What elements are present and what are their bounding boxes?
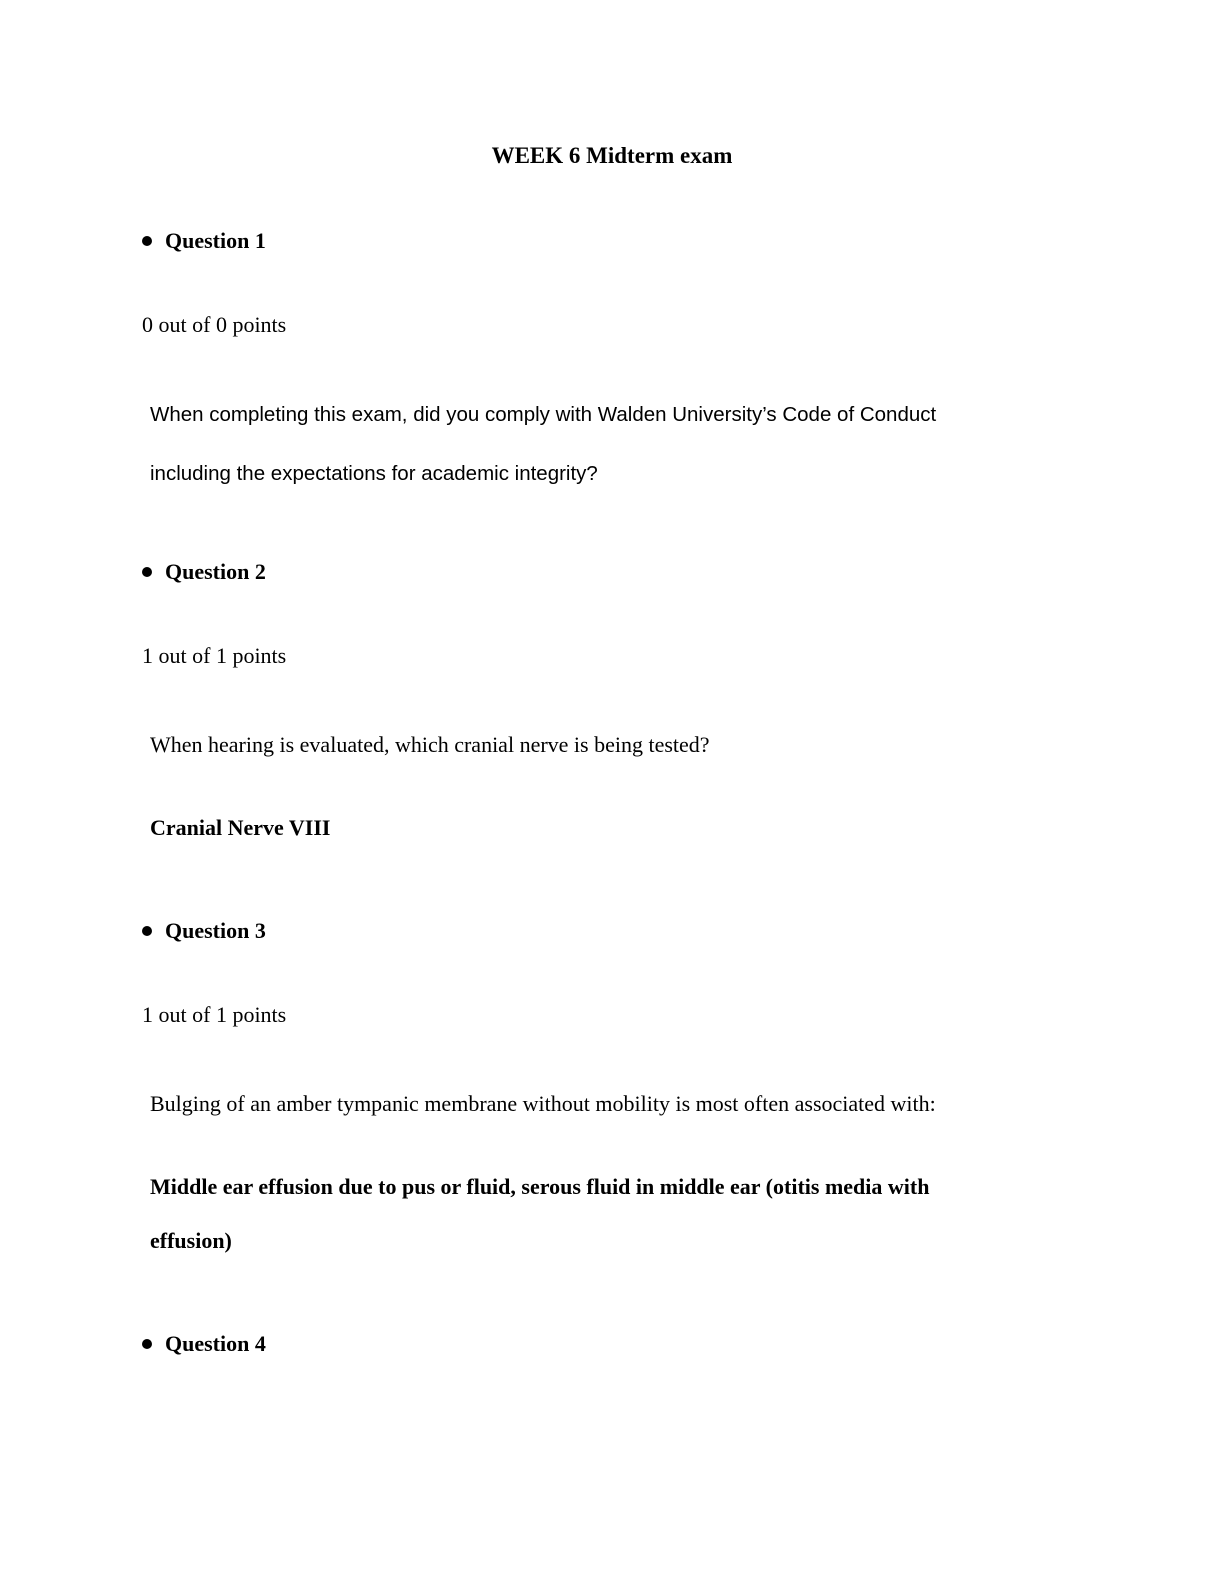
question-1-label: Question 1 <box>165 228 266 253</box>
question-1-heading <box>142 227 266 255</box>
question-1-prompt-line-1: When completing this exam, did you comply with Walden University’s Code of Conduct <box>150 403 937 426</box>
bullet-icon <box>142 567 152 577</box>
question-3-prompt: Bulging of an amber tympanic membrane without mobility is most often associated with: <box>150 1091 936 1116</box>
bullet-icon <box>142 1339 152 1349</box>
question-2-heading <box>142 558 266 586</box>
question-4-label: Question 4 <box>165 1331 266 1356</box>
question-3-answer-line-2: effusion) <box>150 1228 232 1253</box>
question-3-heading <box>142 917 266 945</box>
question-1-prompt-line-2: including the expectations for academic integrity? <box>150 462 598 485</box>
question-1-points: 0 out of 0 points <box>142 312 287 337</box>
question-2-answer: Cranial Nerve VIII <box>150 815 331 840</box>
bullet-icon <box>142 236 152 246</box>
question-2-prompt: When hearing is evaluated, which cranial nerve is being tested? <box>150 732 710 757</box>
bullet-icon <box>142 926 152 936</box>
question-3-label: Question 3 <box>165 918 266 943</box>
question-4-heading <box>142 1330 266 1358</box>
question-2-label: Question 2 <box>165 559 266 584</box>
document-title: WEEK 6 Midterm exam <box>491 143 733 168</box>
question-3-answer-line-1: Middle ear effusion due to pus or fluid, serous fluid in middle ear (otitis media with <box>150 1174 930 1199</box>
question-3-points: 1 out of 1 points <box>142 1002 287 1027</box>
question-2-points: 1 out of 1 points <box>142 643 287 668</box>
